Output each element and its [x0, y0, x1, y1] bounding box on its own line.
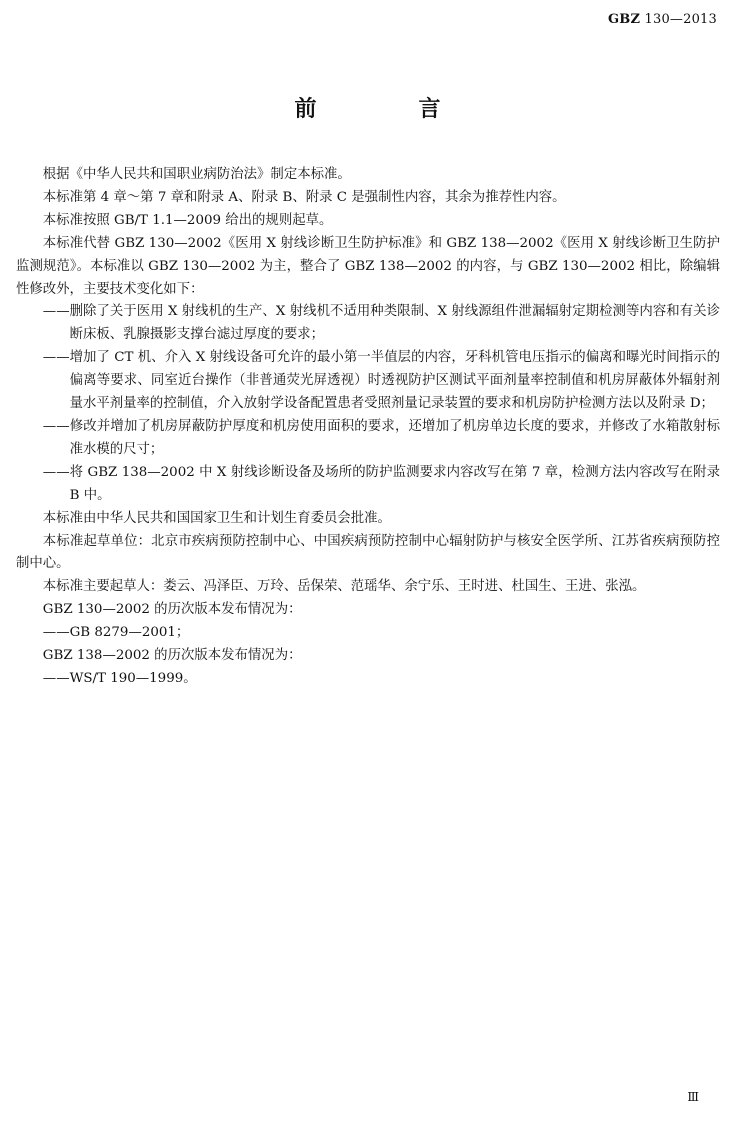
paragraph: 本标准主要起草人：娄云、冯泽臣、万玲、岳保荣、范瑶华、余宁乐、王时进、杜国生、王进、张泓。 — [42, 579, 646, 595]
history-item: ——GB 8279—2001； — [42, 625, 190, 641]
page-title: 前 言 — [294, 96, 481, 122]
change-item: ——修改并增加了机房屏蔽防护厚度和机房使用面积的要求，还增加了机房单边长度的要求，并修改了水箱散射标准水模的尺寸； — [42, 418, 720, 457]
history-item: ——WS/T 190—1999。 — [42, 670, 197, 686]
standard-code-header — [608, 12, 717, 27]
page-number: Ⅲ — [687, 1090, 699, 1104]
paragraph: 本标准由中华人民共和国国家卫生和计划生育委员会批准。 — [42, 510, 391, 526]
standard-code: GBZ — [607, 12, 641, 27]
paragraph: 本标准起草单位：北京市疾病预防控制中心、中国疾病预防控制中心辐射防护与核安全医学所、江苏省疾病预防控制中心。 — [16, 533, 720, 572]
paragraph: 本标准第 4 章～第 7 章和附录 A、附录 B、附录 C 是强制性内容，其余为推荐性内容。 — [42, 189, 566, 205]
change-item: ——将 GBZ 138—2002 中 X 射线诊断设备及场所的防护监测要求内容改写在第 7 章，检测方法内容改写在附录 B 中。 — [42, 464, 720, 503]
foreword-body — [16, 164, 720, 691]
paragraph: 根据《中华人民共和国职业病防治法》制定本标准。 — [42, 167, 351, 182]
paragraph: GBZ 138—2002 的历次版本发布情况为： — [42, 648, 302, 664]
paragraph: GBZ 130—2002 的历次版本发布情况为： — [42, 602, 302, 618]
paragraph: 本标准按照 GB/T 1.1—2009 给出的规则起草。 — [42, 212, 333, 228]
change-item: ——删除了关于医用 X 射线机的生产、X 射线机不适用种类限制、X 射线源组件泄漏辐射定期检测等内容和有关诊断床板、乳腺摄影支撑台滤过厚度的要求； — [42, 304, 720, 343]
standard-number: 130—2013 — [644, 12, 717, 27]
paragraph: 本标准代替 GBZ 130—2002《医用 X 射线诊断卫生防护标准》和 GBZ 138—2002《医用 X 射线诊断卫生防护监测规范》。本标准以 GBZ 130—2002 为主，整合了 GBZ 138—2002 的内容，与 GBZ 130—2002 相比，除编辑性修改外，主要技术变化如下： — [16, 235, 720, 297]
change-item: ——增加了 CT 机、介入 X 射线设备可允许的最小第一半值层的内容，牙科机管电压指示的偏离和曝光时间指示的偏离等要求、同室近台操作（非普通荧光屏透视）时透视防护区测试平面剂量率控制值和机房屏蔽体外辐射剂量水平剂量率的控制值，介入放射学设备配置患者受照剂量记录装置的要求和机房防护检测方法以及附录 D； — [42, 350, 720, 412]
